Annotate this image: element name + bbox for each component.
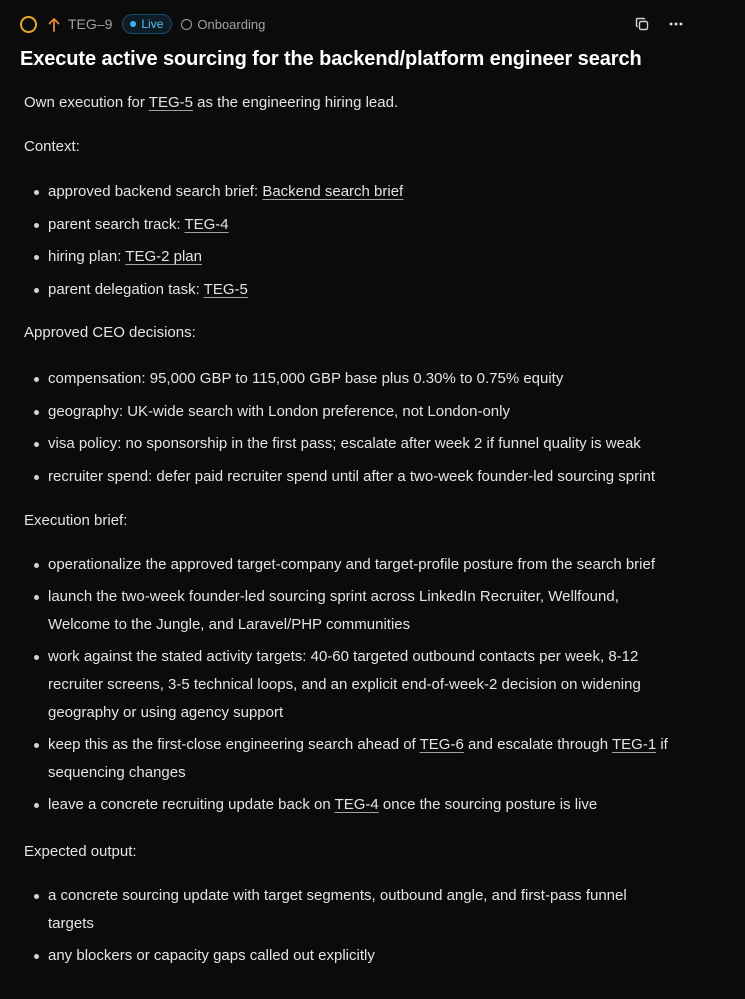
- list-item-text: targets: [48, 915, 94, 932]
- list-item-text: sequencing changes: [48, 764, 186, 781]
- live-badge[interactable]: [122, 14, 172, 34]
- list-item-text: leave a concrete recruiting update back on: [48, 796, 335, 813]
- list-item: any blockers or capacity gaps called out explicitly: [24, 942, 704, 970]
- list-item: visa policy: no sponsorship in the first pass; escalate after week 2 if funnel quality is weak: [24, 430, 704, 458]
- list-item-text: parent delegation task:: [48, 280, 204, 298]
- list-item: [24, 882, 704, 938]
- output-heading: Expected output:: [24, 843, 137, 860]
- list-item: [24, 243, 704, 271]
- list-item: recruiter spend: defer paid recruiter spend until after a two-week founder-led sourcing sprint: [24, 463, 704, 491]
- project-circle-icon: [181, 19, 192, 30]
- priority-arrow-up-icon[interactable]: [48, 16, 60, 32]
- live-dot-icon: [130, 21, 136, 27]
- intro-text: Own execution for: [24, 94, 149, 111]
- link-teg-5[interactable]: TEG-5: [203, 280, 248, 298]
- link-teg-6[interactable]: TEG-6: [419, 736, 464, 753]
- intro-text-end: as the engineering hiring lead.: [192, 94, 399, 111]
- context-heading: Context:: [24, 138, 80, 155]
- list-item-text: recruiter screens, 3-5 technical loops, and an explicit end-of-week-2 decision on widening: [48, 676, 641, 693]
- list-item-text: once the sourcing posture is live: [378, 796, 598, 813]
- execution-list: [24, 551, 704, 819]
- intro-paragraph: [24, 89, 398, 117]
- execution-heading: Execution brief:: [24, 512, 128, 529]
- project-label: Onboarding: [197, 16, 266, 32]
- list-item: [24, 731, 704, 787]
- list-item-text: geography or using agency support: [48, 704, 284, 721]
- live-badge-label: Live: [141, 17, 164, 31]
- link-teg-4[interactable]: TEG-4: [334, 796, 379, 813]
- list-item: geography: UK-wide search with London preference, not London-only: [24, 398, 704, 426]
- list-item-text: keep this as the first-close engineering search ahead of: [48, 736, 420, 753]
- list-item-text: parent search track:: [48, 215, 185, 233]
- link-teg-1[interactable]: TEG-1: [611, 736, 657, 753]
- list-item: [24, 276, 704, 304]
- project-tag[interactable]: [181, 17, 265, 32]
- list-item: [24, 643, 704, 727]
- header-actions: [633, 15, 685, 33]
- context-list: [24, 178, 704, 304]
- issue-id[interactable]: TEG–9: [68, 16, 113, 32]
- output-list: [24, 882, 704, 970]
- more-options-icon[interactable]: [667, 15, 685, 33]
- link-teg-5[interactable]: TEG-5: [148, 94, 193, 111]
- status-circle-icon[interactable]: [20, 16, 37, 33]
- list-item: compensation: 95,000 GBP to 115,000 GBP base plus 0.30% to 0.75% equity: [24, 365, 704, 393]
- list-item-text: a concrete sourcing update with target segments, outbound angle, and first-pass funnel: [48, 887, 627, 904]
- list-item-text: work against the stated activity targets: 40-60 targeted outbound contacts per week, 8-12: [48, 648, 639, 665]
- list-item: [24, 791, 704, 819]
- list-item-text: hiring plan:: [48, 248, 126, 265]
- list-item-text: Welcome to the Jungle, and Laravel/PHP communities: [48, 616, 411, 633]
- list-item: operationalize the approved target-company and target-profile posture from the search brief: [24, 551, 704, 579]
- list-item-text: approved backend search brief:: [48, 183, 263, 200]
- copy-icon[interactable]: [633, 15, 651, 33]
- decisions-list: [24, 365, 704, 491]
- link-backend-search-brief[interactable]: Backend search brief: [262, 183, 404, 200]
- list-item: [24, 583, 704, 639]
- link-teg-4[interactable]: TEG-4: [184, 215, 229, 233]
- decisions-heading: Approved CEO decisions:: [24, 324, 196, 341]
- issue-header: [20, 13, 725, 35]
- list-item-text: if: [656, 736, 668, 753]
- list-item: [24, 178, 704, 206]
- issue-title[interactable]: Execute active sourcing for the backend/platform engineer search: [20, 48, 642, 70]
- list-item-text: and escalate through: [463, 736, 612, 753]
- link-teg-2-plan[interactable]: TEG-2 plan: [125, 248, 202, 265]
- list-item-text: launch the two-week founder-led sourcing sprint across LinkedIn Recruiter, Wellfound,: [48, 588, 619, 605]
- list-item: [24, 211, 704, 239]
